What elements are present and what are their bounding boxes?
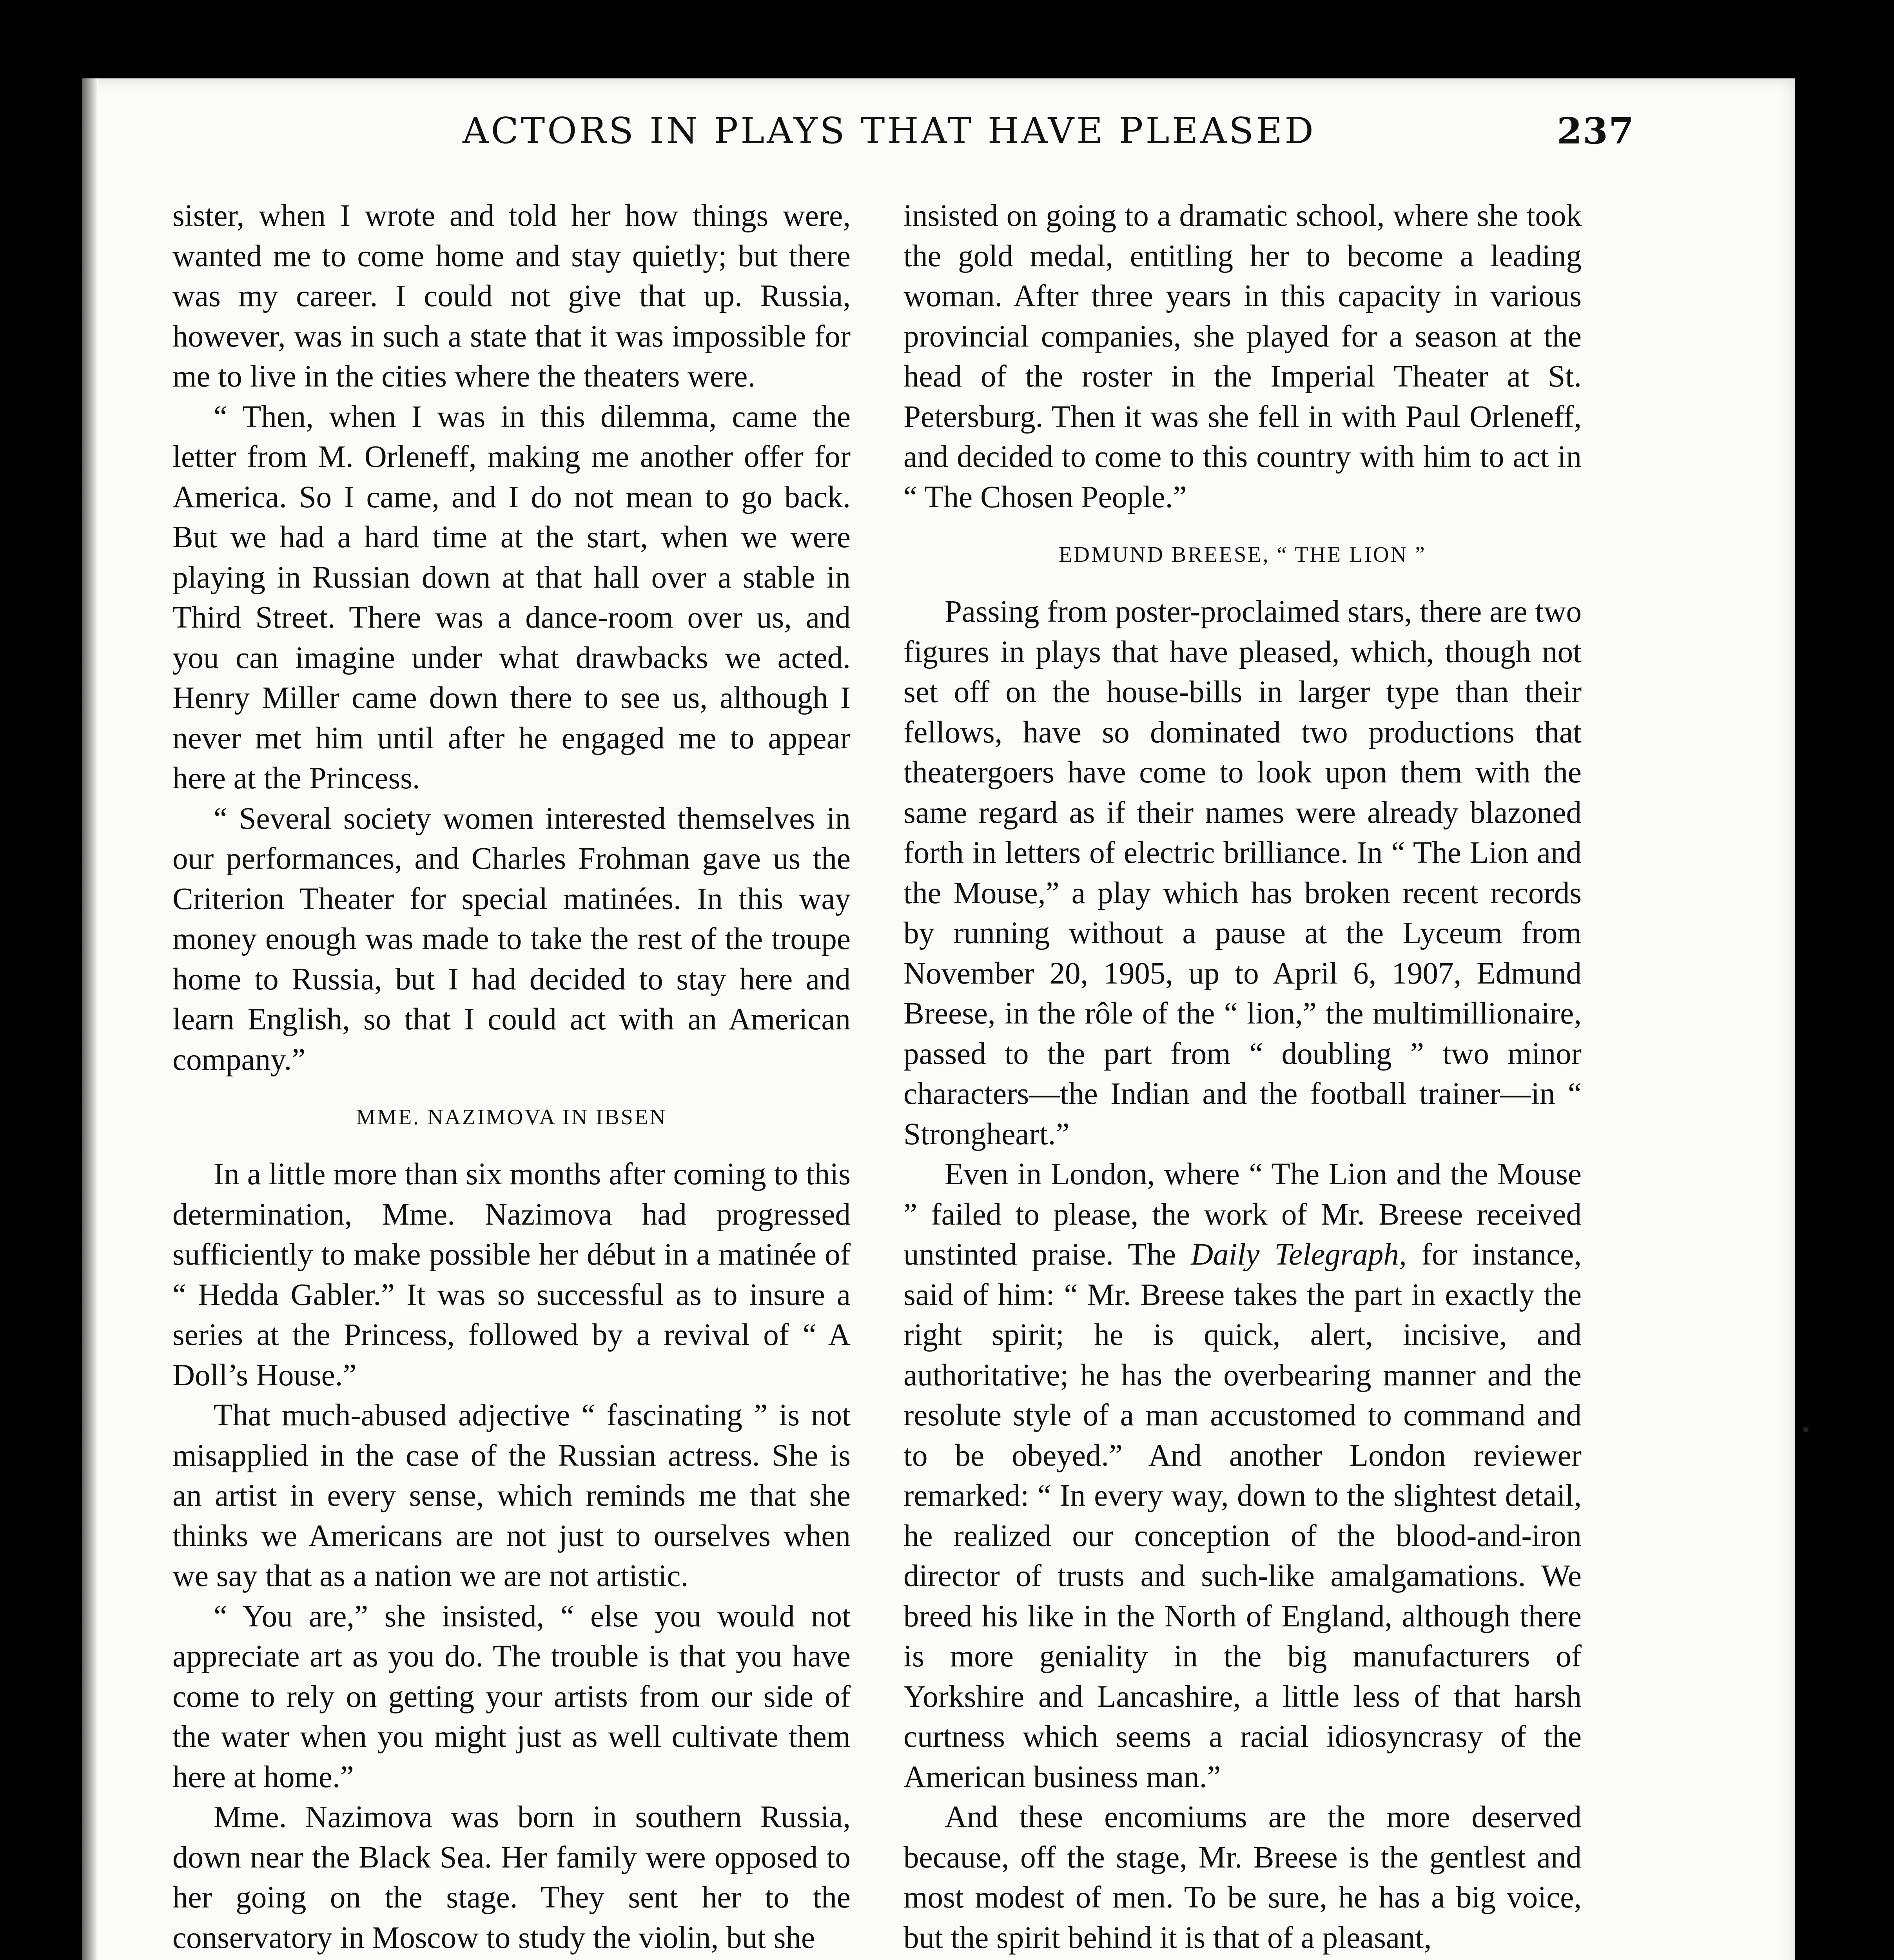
paragraph (903, 1154, 1582, 1797)
page-number: 237 (1557, 110, 1635, 152)
paragraph: That much-abused adjective “ fascinating ” is not misapplied in the case of the Russian actress. She is an artist in every sense, which reminds me that she thinks we Americans are not just to ourselves when we say that as a nation we are not artistic. (172, 1398, 851, 1593)
right-column (903, 196, 1582, 1958)
paragraph: sister, when I wrote and told her how things were, wanted me to come home and stay quietly; but there was my career. I could not give that up. Russia, however, was in such a state that it was impossible for me to live in the cities where the theaters were. (172, 199, 851, 394)
binding-shadow (82, 78, 98, 1960)
running-title: ACTORS IN PLAYS THAT HAVE PLEASED (463, 110, 1316, 152)
page-header (463, 110, 1635, 161)
paragraph: insisted on going to a dramatic school, where she took the gold medal, entitling her to become a leading woman. After three years in this capacity in various provincial companies, she played for a season at the head of the roster in the Imperial Theater at St. Petersburg. Then it was she fell in with Paul Orleneff, and decided to come to this country with him to act in “ The Chosen People.” (903, 199, 1582, 514)
paragraph: “ Then, when I was in this dilemma, came the letter from M. Orleneff, making me another offer for America. So I came, and I do not mean to go back. But we had a hard time at the start, when we were playing in Russian down at that hall over a stable in Third Street. There was a dance-room over us, and you can imagine under what drawbacks we acted. Henry Miller came down there to see us, although I never met him until after he engaged me to appear here at the Princess. (172, 399, 851, 795)
publication-title: Daily Telegraph, (1190, 1238, 1407, 1272)
paragraph: Mme. Nazimova was born in southern Russia, down near the Black Sea. Her family were opposed to her going on the stage. They sent her to the conservatory in Moscow to study the violin, but she (172, 1800, 851, 1955)
text-run: for instance, said of him: “ Mr. Breese takes the part in exactly the right spirit; he is quick, alert, incisive, and authoritative; he has the overbearing manner and the resolute style of a man accustomed to command and to be obeyed.” And another London reviewer remarked: “ In every way, down to the slightest detail, he realized our conception of the blood-and-iron director of trusts and such-like amalgamations. We breed his like in the North of England, although there is more geniality in the big manufacturers of Yorkshire and Lancashire, a little less of that harsh curtness which seems a racial idiosyncrasy of the American business man.” (903, 1238, 1582, 1794)
paragraph: “ Several society women interested themselves in our performances, and Charles Frohman gave us the Criterion Theater for special matinées. In this way money enough was made to take the rest of the troupe home to Russia, but I had decided to stay here and learn English, so that I could act with an American company.” (172, 801, 851, 1077)
section-heading: MME. NAZIMOVA IN IBSEN (356, 1105, 667, 1129)
paragraph: In a little more than six months after coming to this determination, Mme. Nazimova had progressed sufficiently to make possible her début in a matinée of “ Hedda Gabler.” It was so successful as to insure a series at the Princess, followed by a revival of “ A Doll’s House.” (172, 1157, 851, 1392)
paragraph: “ You are,” she insisted, “ else you would not appreciate art as you do. The trouble is that you have come to rely on getting your artists from our side of the water when you might just as well cultivate them here at home.” (172, 1599, 851, 1794)
left-column (172, 196, 851, 1958)
paragraph: And these encomiums are the more deserved because, off the stage, Mr. Breese is the gentlest and most modest of men. To be sure, he has a big voice, but the spirit behind it is that of a pleasant, (903, 1800, 1582, 1955)
text-run: Even in London, where “ The Lion and the Mouse ” failed to please, the work of Mr. Breese received unstinted praise. The (903, 1157, 1582, 1272)
paragraph: Passing from poster-proclaimed stars, there are two figures in plays that have pleased, which, though not set off on the house-bills in larger type than their fellows, have so dominated two productions that theatergoers have come to look upon them with the same regard as if their names were already blazoned forth in letters of electric brilliance. In “ The Lion and the Mouse,” a play which has broken recent records by running without a pause at the Lyceum from November 20, 1905, up to April 6, 1907, Edmund Breese, in the rôle of the “ lion,” the multimillionaire, passed to the part from “ doubling ” two minor characters—the Indian and the football trainer—in “ Strongheart.” (903, 595, 1582, 1151)
dust-speck (1803, 1427, 1809, 1432)
section-heading: EDMUND BREESE, “ THE LION ” (1059, 543, 1426, 567)
